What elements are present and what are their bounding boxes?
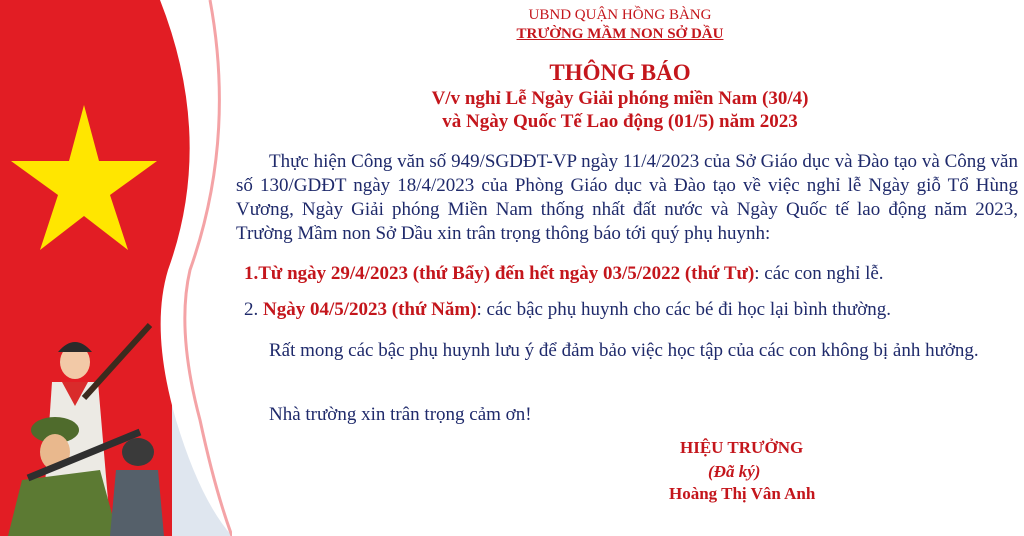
district-name: UBND QUẬN HỒNG BÀNG [528, 7, 712, 23]
signature-note: (Đã ký) [708, 462, 761, 481]
item-text: : các bậc phụ huynh cho các bé đi học lại bình thường. [476, 299, 891, 320]
list-item [244, 262, 884, 286]
thanks-line: Nhà trường xin trân trọng cảm ơn! [269, 404, 532, 425]
signature-role: HIỆU TRƯỞNG [680, 438, 804, 457]
closing-paragraph: Rất mong các bậc phụ huynh lưu ý để đảm bảo việc học tập của các con không bị ảnh hưởng. [269, 340, 979, 361]
notice-document [232, 0, 1024, 536]
notice-subtitle-line2: và Ngày Quốc Tế Lao động (01/5) năm 2023 [442, 111, 798, 132]
notice-title: THÔNG BÁO [549, 60, 691, 85]
item-number: 2. [244, 299, 259, 320]
school-name: TRƯỜNG MẦM NON SỞ DẦU [516, 26, 724, 42]
poster-banner [0, 0, 232, 536]
item-text: : các con nghỉ lễ. [754, 263, 884, 284]
list-item [244, 298, 891, 322]
item-date-range: Từ ngày 29/4/2023 (thứ Bẩy) đến hết ngày 03/5/2022 (thứ Tư) [258, 263, 755, 284]
signature-name: Hoàng Thị Vân Anh [669, 484, 816, 503]
notice-subtitle-line1: V/v nghỉ Lễ Ngày Giải phóng miền Nam (30/4) [431, 88, 809, 109]
item-number: 1. [244, 263, 259, 284]
item-date: Ngày 04/5/2023 (thứ Năm) [263, 299, 477, 320]
intro-paragraph: Thực hiện Công văn số 949/SGDĐT-VP ngày 11/4/2023 của Sở Giáo dục và Đào tạo và Công văn số 130/GDĐT ngày 18/4/2023 của Phòng Giáo dục và Đào tạo về việc nghỉ lễ Ngày giỗ Tổ Hùng Vương, Ngày Giải phóng Miền Nam thống nhất đất nước và Ngày Quốc tế lao động năm 2023, Trường Mầm non Sở Dầu xin trân trọng thông báo tới quý phụ huynh: [236, 151, 1018, 244]
flag-illustration [0, 0, 232, 536]
